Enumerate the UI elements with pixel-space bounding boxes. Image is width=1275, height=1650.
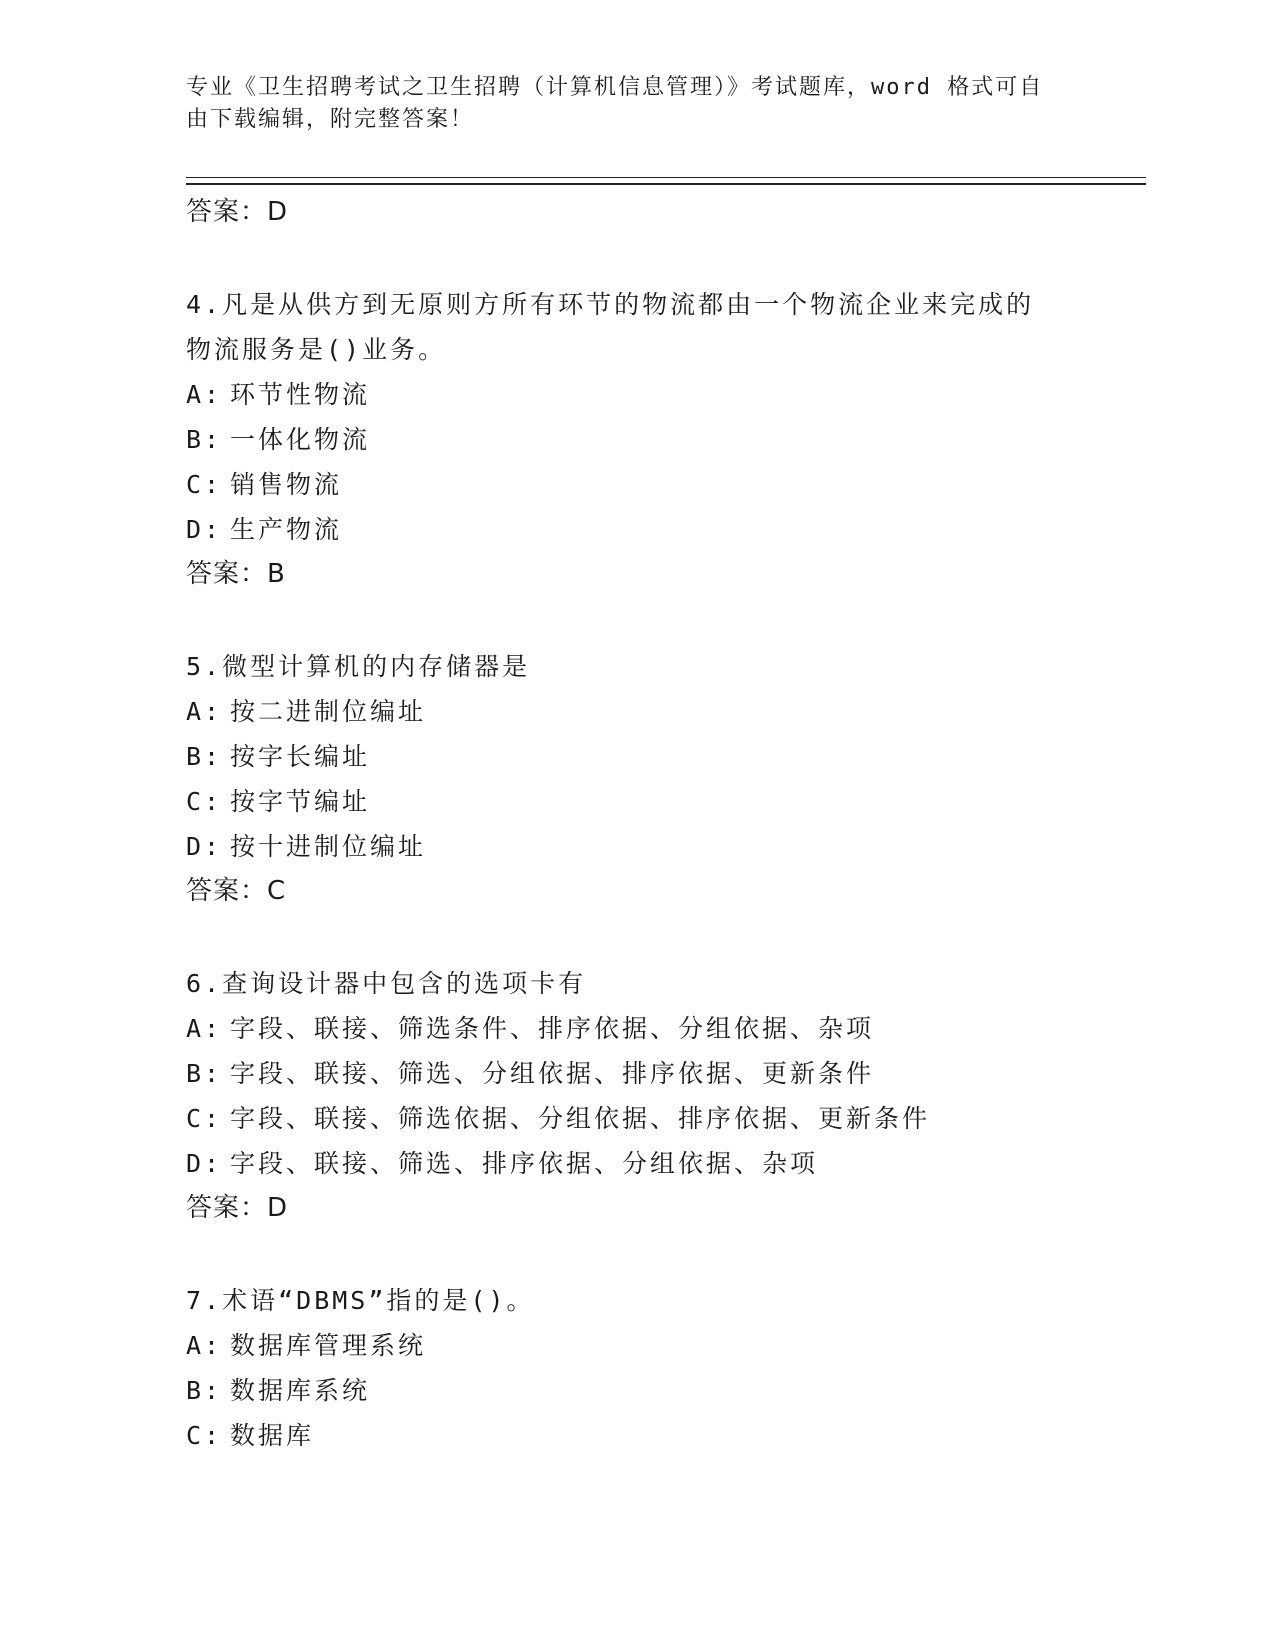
option-a — [186, 372, 1086, 417]
option-text: 生产物流 — [230, 515, 343, 544]
question-5 — [186, 644, 1086, 914]
question-4 — [186, 282, 1086, 597]
option-key: C: — [186, 1421, 223, 1450]
header-line-2: 由下载编辑，附完整答案！ — [186, 107, 475, 132]
option-text: 字段、联接、筛选依据、分组依据、排序依据、更新条件 — [230, 1104, 931, 1133]
answer-value: D — [267, 1193, 289, 1223]
option-text: 字段、联接、筛选、排序依据、分组依据、杂项 — [230, 1149, 819, 1178]
option-key: B: — [186, 1376, 223, 1405]
option-key: A: — [186, 697, 223, 726]
option-key: C: — [186, 1104, 223, 1133]
previous-answer — [186, 190, 1086, 235]
option-a — [186, 1006, 1086, 1051]
option-d — [186, 824, 1086, 869]
option-c — [186, 462, 1086, 507]
answer-label: 答案： — [186, 197, 268, 227]
question-list — [186, 190, 1086, 1458]
option-text: 按字长编址 — [230, 742, 371, 771]
question-stem: 7.术语“DBMS”指的是()。 — [186, 1286, 535, 1315]
option-text: 按二进制位编址 — [230, 697, 427, 726]
option-d — [186, 1141, 1086, 1186]
option-key: C: — [186, 787, 223, 816]
document-header — [186, 72, 1066, 136]
option-key: A: — [186, 1331, 223, 1360]
option-text: 按字节编址 — [230, 787, 371, 816]
answer-label: 答案： — [186, 1193, 268, 1223]
header-divider — [186, 177, 1146, 185]
option-key: B: — [186, 1059, 223, 1088]
option-text: 一体化物流 — [230, 425, 371, 454]
option-key: D: — [186, 515, 223, 544]
option-key: A: — [186, 1014, 223, 1043]
option-text: 字段、联接、筛选、分组依据、排序依据、更新条件 — [230, 1059, 875, 1088]
option-b — [186, 1368, 1086, 1413]
answer-value: C — [267, 876, 287, 906]
option-text: 环节性物流 — [230, 380, 371, 409]
question-7 — [186, 1278, 1086, 1458]
option-d — [186, 507, 1086, 552]
option-c — [186, 779, 1086, 824]
option-c — [186, 1413, 1086, 1458]
option-text: 数据库 — [230, 1421, 315, 1450]
question-stem-continued: 物流服务是()业务。 — [186, 335, 447, 364]
option-key: D: — [186, 1149, 223, 1178]
option-key: A: — [186, 380, 223, 409]
answer-line — [186, 1186, 1086, 1231]
question-stem: 4.凡是从供方到无原则方所有环节的物流都由一个物流企业来完成的 — [186, 290, 1035, 319]
question-stem: 6.查询设计器中包含的选项卡有 — [186, 969, 587, 998]
header-line-1: 专业《卫生招聘考试之卫生招聘（计算机信息管理）》考试题库，word 格式可自 — [186, 75, 1044, 100]
option-a — [186, 689, 1086, 734]
option-b — [186, 734, 1086, 779]
answer-value: B — [267, 559, 286, 589]
option-key: B: — [186, 742, 223, 771]
option-key: C: — [186, 470, 223, 499]
option-b — [186, 417, 1086, 462]
option-key: B: — [186, 425, 223, 454]
option-c — [186, 1096, 1086, 1141]
option-text: 字段、联接、筛选条件、排序依据、分组依据、杂项 — [230, 1014, 875, 1043]
option-key: D: — [186, 832, 223, 861]
answer-line — [186, 552, 1086, 597]
answer-value: D — [267, 197, 289, 227]
answer-label: 答案： — [186, 876, 268, 906]
option-text: 数据库管理系统 — [230, 1331, 427, 1360]
option-text: 数据库系统 — [230, 1376, 371, 1405]
question-6 — [186, 961, 1086, 1231]
option-a — [186, 1323, 1086, 1368]
option-text: 按十进制位编址 — [230, 832, 427, 861]
option-b — [186, 1051, 1086, 1096]
option-text: 销售物流 — [230, 470, 343, 499]
question-stem: 5.微型计算机的内存储器是 — [186, 652, 531, 681]
answer-label: 答案： — [186, 559, 268, 589]
answer-line — [186, 869, 1086, 914]
